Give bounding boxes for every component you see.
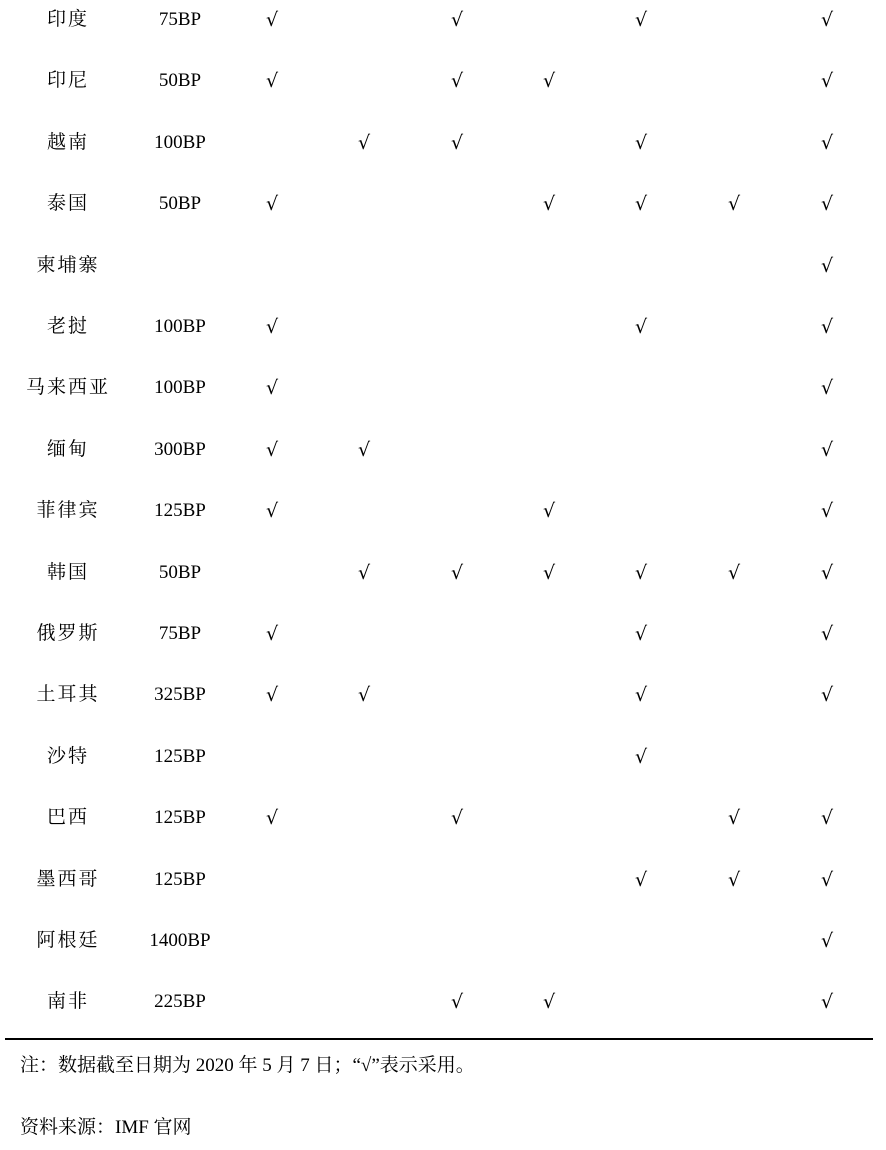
check-mark: √ (727, 868, 741, 891)
rate-cut-cell: 50BP (158, 561, 202, 583)
check-mark: √ (820, 377, 834, 400)
table-row (0, 921, 886, 982)
check-mark: √ (542, 70, 556, 93)
rate-cut-cell: 50BP (158, 193, 202, 215)
check-mark: √ (820, 868, 834, 891)
check-mark: √ (450, 131, 464, 154)
country-cell: 墨西哥 (36, 868, 100, 890)
country-cell: 泰国 (46, 193, 89, 215)
country-cell: 缅甸 (46, 438, 89, 460)
check-mark: √ (634, 868, 648, 891)
table-row (0, 737, 886, 798)
table-bottom-rule (5, 1038, 873, 1040)
check-mark: √ (357, 438, 371, 461)
table-row (0, 553, 886, 614)
check-mark: √ (634, 684, 648, 707)
rate-cut-cell: 125BP (154, 868, 206, 890)
check-mark: √ (265, 623, 279, 645)
country-cell: 土耳其 (36, 684, 100, 706)
check-mark: √ (634, 9, 648, 31)
check-mark: √ (542, 500, 556, 523)
check-mark: √ (450, 807, 464, 830)
check-mark: √ (820, 193, 834, 216)
country-cell: 印尼 (46, 70, 89, 92)
check-mark: √ (265, 193, 279, 216)
check-mark: √ (727, 193, 741, 216)
check-mark: √ (450, 9, 464, 31)
table-row (0, 430, 886, 491)
table-note: 注：数据截至日期为 2020 年 5 月 7 日；“√”表示采用。 (20, 1055, 475, 1076)
check-mark: √ (542, 561, 556, 584)
country-cell: 阿根廷 (36, 930, 100, 951)
rate-cut-cell: 100BP (154, 377, 206, 399)
table-row (0, 123, 886, 184)
check-mark: √ (450, 561, 464, 584)
country-cell: 马来西亚 (25, 377, 110, 399)
check-mark: √ (820, 254, 834, 277)
check-mark: √ (265, 377, 279, 400)
table-row (0, 61, 886, 122)
check-mark: √ (634, 561, 648, 584)
check-mark: √ (265, 684, 279, 707)
check-mark: √ (820, 438, 834, 461)
table-row (0, 860, 886, 921)
check-mark: √ (820, 131, 834, 154)
country-cell: 老挝 (46, 316, 89, 337)
check-mark: √ (634, 623, 648, 645)
table-row (0, 368, 886, 429)
rate-cut-cell: 225BP (154, 991, 206, 1013)
table-row (0, 798, 886, 859)
rate-cut-cell: 100BP (154, 131, 206, 153)
rate-cut-cell: 50BP (158, 70, 202, 92)
table-row (0, 614, 886, 675)
check-mark: √ (634, 131, 648, 154)
source-note: 资料来源：IMF 官网 (20, 1117, 192, 1138)
check-mark: √ (265, 438, 279, 461)
rate-cut-cell: 75BP (158, 623, 202, 644)
country-cell: 沙特 (46, 745, 89, 767)
check-mark: √ (820, 623, 834, 645)
country-cell: 柬埔寨 (36, 254, 100, 276)
country-cell: 菲律宾 (36, 500, 100, 522)
check-mark: √ (357, 684, 371, 707)
check-mark: √ (542, 991, 556, 1014)
country-cell: 越南 (46, 131, 89, 153)
table-row (0, 307, 886, 368)
check-mark: √ (634, 745, 648, 768)
check-mark: √ (450, 70, 464, 93)
rate-cut-cell: 100BP (154, 316, 206, 337)
check-mark: √ (820, 684, 834, 707)
rate-cut-cell: 325BP (154, 684, 206, 706)
check-mark: √ (357, 561, 371, 584)
check-mark: √ (820, 561, 834, 584)
check-mark: √ (265, 70, 279, 93)
country-cell: 南非 (46, 991, 89, 1013)
table-row (0, 246, 886, 307)
rate-cut-cell: 125BP (154, 807, 206, 829)
check-mark: √ (634, 193, 648, 216)
country-cell: 韩国 (46, 561, 89, 583)
check-mark: √ (727, 807, 741, 830)
check-mark: √ (820, 807, 834, 830)
check-mark: √ (820, 991, 834, 1014)
check-mark: √ (820, 500, 834, 523)
rate-cut-cell (133, 246, 227, 307)
check-mark: √ (265, 9, 279, 31)
rate-cut-cell: 75BP (158, 9, 202, 30)
table-row (0, 982, 886, 1043)
check-mark: √ (727, 561, 741, 584)
check-mark: √ (265, 500, 279, 523)
check-mark: √ (450, 991, 464, 1014)
rate-cut-cell: 125BP (154, 500, 206, 522)
table-row (0, 184, 886, 245)
table-row (0, 491, 886, 552)
table-row (0, 675, 886, 736)
check-mark: √ (634, 316, 648, 338)
country-cell: 印度 (46, 9, 89, 30)
check-mark: √ (820, 70, 834, 93)
check-mark: √ (542, 193, 556, 216)
check-mark: √ (265, 316, 279, 338)
check-mark: √ (820, 930, 834, 952)
check-mark: √ (820, 9, 834, 31)
check-mark: √ (820, 316, 834, 338)
rate-cut-cell: 1400BP (149, 930, 211, 951)
country-cell: 巴西 (46, 807, 89, 829)
country-cell: 俄罗斯 (36, 623, 100, 644)
rate-cut-cell: 300BP (154, 438, 206, 460)
check-mark: √ (265, 807, 279, 830)
table-row (0, 0, 886, 61)
check-mark: √ (357, 131, 371, 154)
rate-cut-cell: 125BP (154, 745, 206, 767)
